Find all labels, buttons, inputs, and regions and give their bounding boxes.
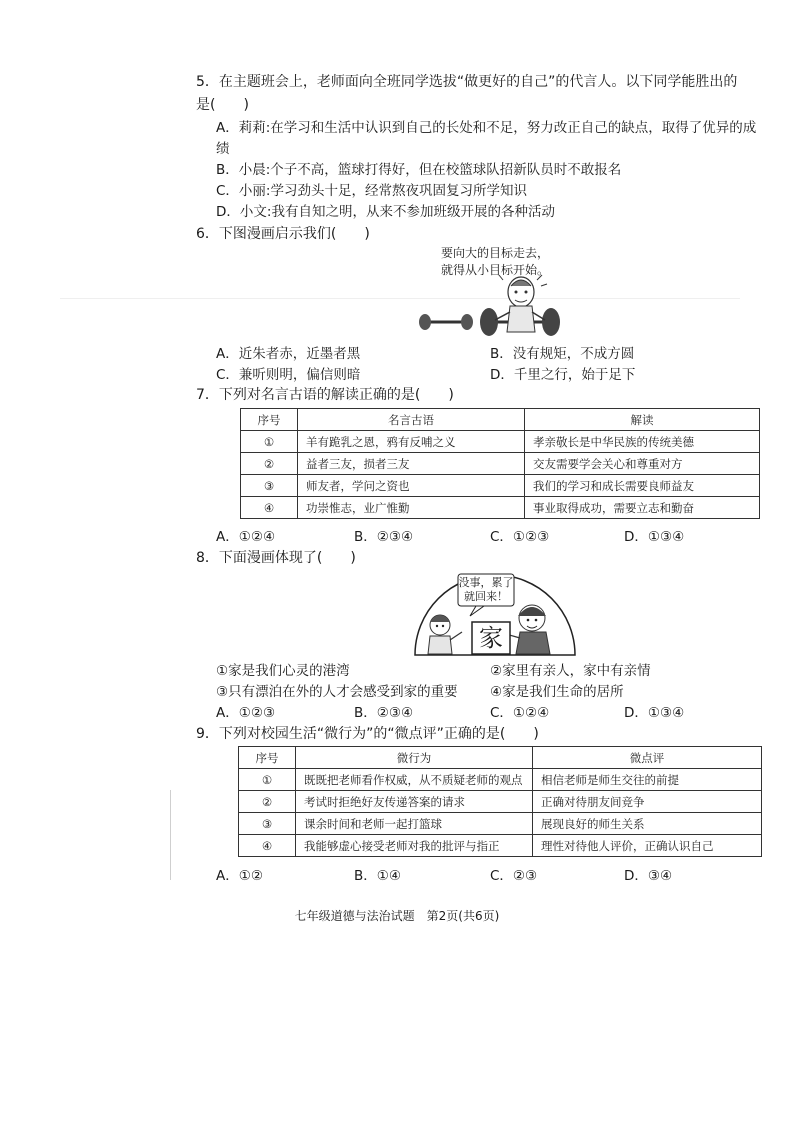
table-cell: ① — [241, 431, 298, 453]
q7-col-quote: 名言古语 — [298, 409, 525, 431]
table-row — [239, 791, 762, 813]
q7-table — [240, 408, 760, 519]
q7-col-num: 序号 — [241, 409, 298, 431]
table-cell: 功崇惟志，业广惟勤 — [298, 497, 525, 519]
q8-speech-bubble-line1: 没事，累了 — [458, 576, 514, 589]
q6-option-b: B．没有规矩，不成方圆 — [490, 346, 635, 362]
q8-stem: 8．下面漫画体现了( ) — [196, 550, 356, 566]
q8-option-b: B．②③④ — [354, 705, 414, 721]
table-cell: 既既把老师看作权威，从不质疑老师的观点 — [296, 769, 533, 791]
q5-stem-line2: 是( ) — [196, 97, 249, 113]
q8-statement-2: ②家里有亲人，家中有亲情 — [490, 663, 651, 679]
q6-cartoon-dumbbell — [415, 272, 565, 342]
q9-col-behavior: 微行为 — [296, 747, 533, 769]
q5-stem-line1: 5．在主题班会上，老师面向全班同学选拔“做更好的自己”的代言人。以下同学能胜出的 — [196, 74, 738, 90]
table-row — [239, 835, 762, 857]
q7-option-a: A．①②④ — [216, 529, 276, 545]
q7-stem: 7．下列对名言古语的解读正确的是( ) — [196, 387, 454, 403]
table-cell: ① — [239, 769, 296, 791]
page-footer: 七年级道德与法治试题 第2页(共6页) — [294, 909, 500, 923]
table-cell: 相信老师是师生交往的前提 — [533, 769, 762, 791]
table-cell: ② — [241, 453, 298, 475]
q9-col-comment: 微点评 — [533, 747, 762, 769]
table-row — [241, 497, 760, 519]
q7-option-d: D．①③④ — [624, 529, 685, 545]
q7-table-header — [241, 409, 760, 431]
q9-option-c: C．②③ — [490, 868, 538, 884]
scan-artifact — [60, 298, 740, 299]
q6-option-a: A．近朱者赤，近墨者黑 — [216, 346, 361, 362]
q5-option-b: B．小晨:个子不高，篮球打得好，但在校篮球队招新队员时不敢报名 — [216, 162, 622, 178]
q8-statement-1: ①家是我们心灵的港湾 — [216, 663, 350, 679]
q9-option-b: B．①④ — [354, 868, 401, 884]
q9-col-num: 序号 — [239, 747, 296, 769]
q8-statement-4: ④家是我们生命的居所 — [490, 684, 624, 700]
q8-option-a: A．①②③ — [216, 705, 276, 721]
table-cell: 我能够虚心接受老师对我的批评与指正 — [296, 835, 533, 857]
table-cell: 交友需要学会关心和尊重对方 — [525, 453, 760, 475]
q8-option-d: D．①③④ — [624, 705, 685, 721]
q8-statement-3: ③只有漂泊在外的人才会感受到家的重要 — [216, 684, 458, 700]
q6-cartoon-caption-1: 要向大的目标走去， — [440, 246, 549, 260]
table-cell: 我们的学习和成长需要良师益友 — [525, 475, 760, 497]
q5-option-c: C．小丽:学习劲头十足，经常熬夜巩固复习所学知识 — [216, 183, 527, 199]
table-cell: 孝亲敬长是中华民族的传统美德 — [525, 431, 760, 453]
q7-option-c: C．①②③ — [490, 529, 550, 545]
q6-stem: 6．下图漫画启示我们( ) — [196, 226, 370, 242]
table-cell: 考试时拒绝好友传递答案的请求 — [296, 791, 533, 813]
table-cell: 师友者，学问之资也 — [298, 475, 525, 497]
q6-cartoon-caption-2: 就得从小目标开始。 — [440, 263, 549, 277]
table-cell: 课余时间和老师一起打篮球 — [296, 813, 533, 835]
q9-table — [238, 746, 762, 857]
table-cell: 益者三友，损者三友 — [298, 453, 525, 475]
table-row — [241, 475, 760, 497]
q8-option-c: C．①②④ — [490, 705, 550, 721]
q6-option-d: D．千里之行，始于足下 — [490, 367, 636, 383]
q9-stem: 9．下列对校园生活“微行为”的“微点评”正确的是( ) — [196, 726, 539, 742]
q9-option-d: D．③④ — [624, 868, 673, 884]
table-cell: ③ — [239, 813, 296, 835]
q6-option-c: C．兼听则明，偏信则暗 — [216, 367, 361, 383]
q5-option-d: D．小文:我有自知之明，从来不参加班级开展的各种活动 — [216, 204, 555, 220]
table-cell: 羊有跪乳之恩，鸦有反哺之义 — [298, 431, 525, 453]
q9-option-a: A．①② — [216, 868, 263, 884]
scan-artifact — [170, 790, 171, 880]
table-cell: ④ — [241, 497, 298, 519]
q5-option-a: A．莉莉:在学习和生活中认识到自己的长处和不足，努力改正自己的缺点，取得了优异的成绩 — [216, 120, 757, 157]
table-row — [239, 813, 762, 835]
table-cell: ④ — [239, 835, 296, 857]
q8-home-character: 家 — [479, 624, 503, 652]
table-cell: 理性对待他人评价，正确认识自己 — [533, 835, 762, 857]
table-row — [239, 769, 762, 791]
table-cell: 事业取得成功，需要立志和勤奋 — [525, 497, 760, 519]
table-cell: 展现良好的师生关系 — [533, 813, 762, 835]
table-cell: 正确对待朋友间竞争 — [533, 791, 762, 813]
q7-option-b: B．②③④ — [354, 529, 414, 545]
table-row — [241, 453, 760, 475]
q9-table-header — [239, 747, 762, 769]
q8-speech-bubble-line2: 就回来！ — [464, 590, 508, 603]
table-cell: ③ — [241, 475, 298, 497]
table-cell: ② — [239, 791, 296, 813]
table-row — [241, 431, 760, 453]
q7-col-interp: 解读 — [525, 409, 760, 431]
